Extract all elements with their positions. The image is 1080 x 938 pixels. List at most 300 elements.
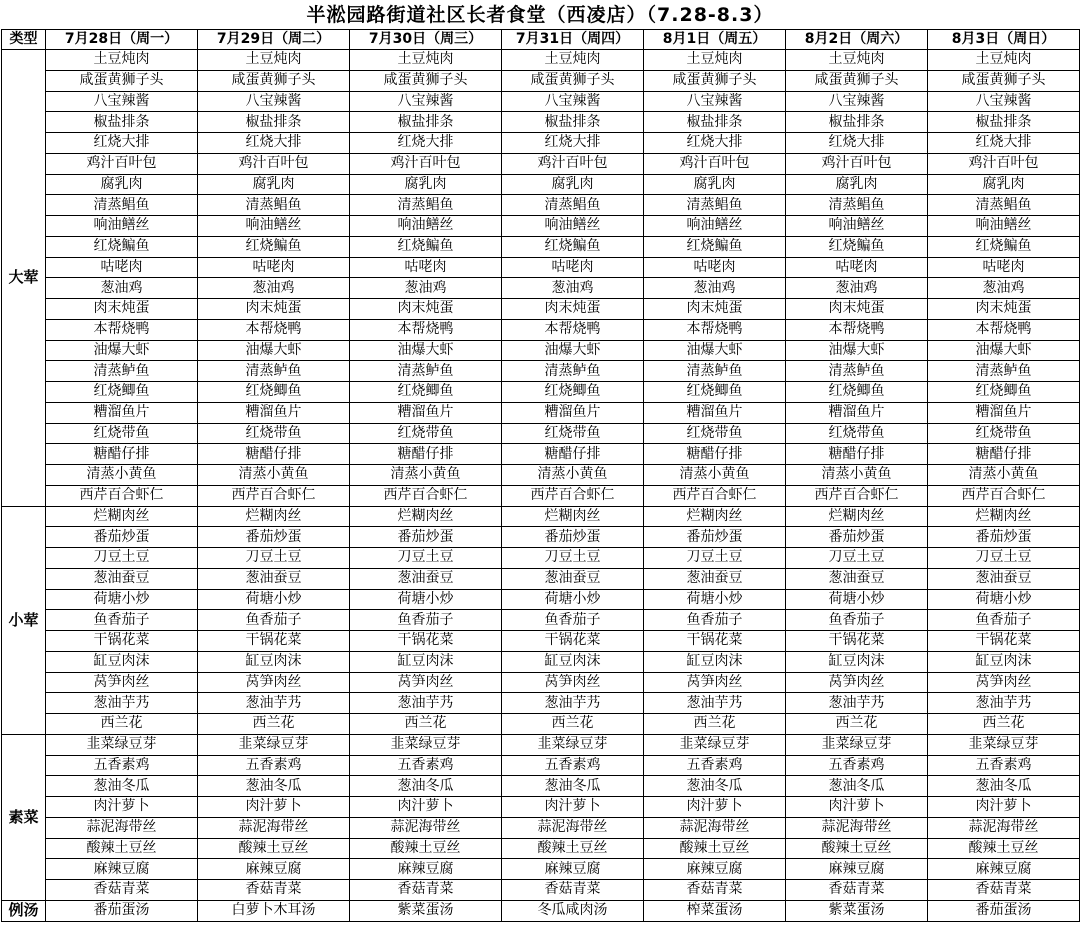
dish-cell: 西兰花 [928,714,1080,735]
table-row [2,91,1080,112]
dish-cell: 椒盐排条 [350,112,502,133]
dish-cell: 腐乳肉 [928,174,1080,195]
table-row [2,278,1080,299]
dish-cell: 刀豆土豆 [928,548,1080,569]
table-row [2,859,1080,880]
table-row [2,340,1080,361]
dish-cell: 红烧鲫鱼 [198,382,350,403]
dish-cell: 清蒸小黄鱼 [502,465,644,486]
dish-cell: 鱼香茄子 [46,610,198,631]
dish-cell: 红烧鲫鱼 [46,382,198,403]
dish-cell: 清蒸鲳鱼 [350,195,502,216]
dish-cell: 清蒸鲳鱼 [928,195,1080,216]
dish-cell: 干锅花菜 [644,631,786,652]
table-row [2,755,1080,776]
table-row [2,506,1080,527]
dish-cell: 清蒸鲈鱼 [502,361,644,382]
dish-cell: 麻辣豆腐 [928,859,1080,880]
dish-cell: 响油鳝丝 [350,216,502,237]
dish-cell: 葱油蚕豆 [644,568,786,589]
dish-cell: 番茄炒蛋 [786,527,928,548]
table-row [2,236,1080,257]
dish-cell: 鱼香茄子 [786,610,928,631]
dish-cell: 糟溜鱼片 [644,402,786,423]
dish-cell: 油爆大虾 [46,340,198,361]
dish-cell: 西芹百合虾仁 [350,485,502,506]
dish-cell: 缸豆肉沫 [502,651,644,672]
dish-cell: 蒜泥海带丝 [502,817,644,838]
dish-cell: 烂糊肉丝 [644,506,786,527]
dish-cell: 八宝辣酱 [46,91,198,112]
dish-cell: 烂糊肉丝 [502,506,644,527]
dish-cell: 烂糊肉丝 [46,506,198,527]
table-row [2,423,1080,444]
dish-cell: 糟溜鱼片 [786,402,928,423]
table-row [2,402,1080,423]
table-row [2,651,1080,672]
dish-cell: 葱油冬瓜 [502,776,644,797]
dish-cell: 清蒸鲈鱼 [46,361,198,382]
dish-cell: 清蒸小黄鱼 [198,465,350,486]
dish-cell: 香菇青菜 [198,880,350,901]
dish-cell: 荷塘小炒 [198,589,350,610]
day-header: 8月2日（周六） [786,30,928,50]
dish-cell: 刀豆土豆 [350,548,502,569]
dish-cell: 糖醋仔排 [198,444,350,465]
dish-cell: 五香素鸡 [644,755,786,776]
dish-cell: 红烧带鱼 [786,423,928,444]
dish-cell: 肉汁萝卜 [644,797,786,818]
dish-cell: 莴笋肉丝 [502,672,644,693]
type-header: 类型 [2,30,46,50]
dish-cell: 八宝辣酱 [502,91,644,112]
table-row [2,693,1080,714]
table-row [2,734,1080,755]
dish-cell: 莴笋肉丝 [928,672,1080,693]
table-row [2,382,1080,403]
category-cell: 大荤 [2,50,46,507]
dish-cell: 红烧带鱼 [198,423,350,444]
dish-cell: 干锅花菜 [198,631,350,652]
dish-cell: 本帮烧鸭 [198,319,350,340]
dish-cell: 鸡汁百叶包 [786,153,928,174]
table-row [2,817,1080,838]
dish-cell: 土豆炖肉 [786,50,928,71]
dish-cell: 干锅花菜 [502,631,644,652]
table-row [2,797,1080,818]
dish-cell: 椒盐排条 [502,112,644,133]
dish-cell: 香菇青菜 [502,880,644,901]
dish-cell: 鸡汁百叶包 [928,153,1080,174]
dish-cell: 肉汁萝卜 [786,797,928,818]
dish-cell: 响油鳝丝 [928,216,1080,237]
dish-cell: 西芹百合虾仁 [198,485,350,506]
dish-cell: 刀豆土豆 [46,548,198,569]
dish-cell: 椒盐排条 [928,112,1080,133]
dish-cell: 荷塘小炒 [502,589,644,610]
table-row [2,174,1080,195]
dish-cell: 烂糊肉丝 [786,506,928,527]
dish-cell: 咕咾肉 [350,257,502,278]
soup-cell: 榨菜蛋汤 [644,900,786,921]
dish-cell: 五香素鸡 [928,755,1080,776]
dish-cell: 葱油蚕豆 [786,568,928,589]
soup-row [2,900,1080,921]
dish-cell: 葱油鸡 [350,278,502,299]
dish-cell: 咸蛋黄狮子头 [46,70,198,91]
soup-cell: 白萝卜木耳汤 [198,900,350,921]
dish-cell: 麻辣豆腐 [46,859,198,880]
dish-cell: 葱油蚕豆 [502,568,644,589]
dish-cell: 葱油鸡 [198,278,350,299]
soup-cell: 番茄蛋汤 [46,900,198,921]
dish-cell: 响油鳝丝 [502,216,644,237]
dish-cell: 酸辣土豆丝 [644,838,786,859]
table-row [2,548,1080,569]
dish-cell: 酸辣土豆丝 [350,838,502,859]
dish-cell: 韭菜绿豆芽 [644,734,786,755]
dish-cell: 西兰花 [350,714,502,735]
dish-cell: 响油鳝丝 [46,216,198,237]
dish-cell: 酸辣土豆丝 [786,838,928,859]
dish-cell: 西兰花 [786,714,928,735]
dish-cell: 响油鳝丝 [198,216,350,237]
table-row [2,70,1080,91]
dish-cell: 清蒸鲳鱼 [644,195,786,216]
dish-cell: 肉汁萝卜 [350,797,502,818]
dish-cell: 糖醋仔排 [786,444,928,465]
dish-cell: 红烧大排 [350,133,502,154]
table-row [2,714,1080,735]
dish-cell: 西芹百合虾仁 [786,485,928,506]
dish-cell: 红烧鲫鱼 [502,382,644,403]
dish-cell: 烂糊肉丝 [350,506,502,527]
table-row [2,589,1080,610]
dish-cell: 红烧大排 [928,133,1080,154]
dish-cell: 本帮烧鸭 [350,319,502,340]
dish-cell: 蒜泥海带丝 [928,817,1080,838]
dish-cell: 土豆炖肉 [198,50,350,71]
dish-cell: 麻辣豆腐 [644,859,786,880]
dish-cell: 葱油鸡 [46,278,198,299]
table-row [2,838,1080,859]
dish-cell: 葱油冬瓜 [644,776,786,797]
dish-cell: 葱油冬瓜 [786,776,928,797]
dish-cell: 葱油芋艿 [928,693,1080,714]
table-row [2,880,1080,901]
dish-cell: 油爆大虾 [928,340,1080,361]
dish-cell: 肉末炖蛋 [46,299,198,320]
dish-cell: 肉末炖蛋 [198,299,350,320]
dish-cell: 干锅花菜 [786,631,928,652]
dish-cell: 红烧鲫鱼 [928,382,1080,403]
dish-cell: 八宝辣酱 [928,91,1080,112]
dish-cell: 葱油冬瓜 [46,776,198,797]
soup-cell: 紫菜蛋汤 [786,900,928,921]
dish-cell: 油爆大虾 [350,340,502,361]
dish-cell: 清蒸鲳鱼 [786,195,928,216]
dish-cell: 红烧鲫鱼 [786,382,928,403]
dish-cell: 刀豆土豆 [198,548,350,569]
dish-cell: 韭菜绿豆芽 [786,734,928,755]
dish-cell: 葱油冬瓜 [928,776,1080,797]
dish-cell: 干锅花菜 [928,631,1080,652]
dish-cell: 腐乳肉 [350,174,502,195]
menu-title: 半淞园路街道社区长者食堂（西凌店）（7.28-8.3） [306,4,774,26]
table-row [2,153,1080,174]
dish-cell: 红烧鲫鱼 [644,382,786,403]
dish-cell: 清蒸小黄鱼 [928,465,1080,486]
dish-cell: 咕咾肉 [644,257,786,278]
dish-cell: 八宝辣酱 [350,91,502,112]
dish-cell: 蒜泥海带丝 [198,817,350,838]
dish-cell: 番茄炒蛋 [350,527,502,548]
soup-cell: 番茄蛋汤 [928,900,1080,921]
dish-cell: 酸辣土豆丝 [198,838,350,859]
dish-cell: 油爆大虾 [198,340,350,361]
dish-cell: 红烧鳊鱼 [928,236,1080,257]
day-header: 7月31日（周四） [502,30,644,50]
dish-cell: 清蒸鲳鱼 [502,195,644,216]
dish-cell: 葱油芋艿 [350,693,502,714]
dish-cell: 香菇青菜 [46,880,198,901]
dish-cell: 本帮烧鸭 [786,319,928,340]
table-row [2,50,1080,71]
table-row [2,527,1080,548]
dish-cell: 番茄炒蛋 [46,527,198,548]
dish-cell: 缸豆肉沫 [350,651,502,672]
day-header: 7月30日（周三） [350,30,502,50]
dish-cell: 腐乳肉 [786,174,928,195]
dish-cell: 八宝辣酱 [198,91,350,112]
dish-cell: 葱油芋艿 [644,693,786,714]
day-header: 7月28日（周一） [46,30,198,50]
dish-cell: 荷塘小炒 [928,589,1080,610]
dish-cell: 清蒸鲈鱼 [644,361,786,382]
dish-cell: 蒜泥海带丝 [644,817,786,838]
table-row [2,112,1080,133]
dish-cell: 五香素鸡 [502,755,644,776]
dish-cell: 糖醋仔排 [644,444,786,465]
dish-cell: 红烧大排 [198,133,350,154]
dish-cell: 荷塘小炒 [350,589,502,610]
dish-cell: 土豆炖肉 [502,50,644,71]
dish-cell: 鱼香茄子 [350,610,502,631]
dish-cell: 五香素鸡 [46,755,198,776]
dish-cell: 土豆炖肉 [46,50,198,71]
dish-cell: 咕咾肉 [46,257,198,278]
dish-cell: 本帮烧鸭 [46,319,198,340]
dish-cell: 蒜泥海带丝 [46,817,198,838]
soup-cell: 紫菜蛋汤 [350,900,502,921]
dish-cell: 葱油鸡 [502,278,644,299]
dish-cell: 麻辣豆腐 [502,859,644,880]
dish-cell: 葱油芋艿 [502,693,644,714]
dish-cell: 清蒸鲈鱼 [928,361,1080,382]
dish-cell: 刀豆土豆 [502,548,644,569]
dish-cell: 西芹百合虾仁 [928,485,1080,506]
dish-cell: 肉汁萝卜 [502,797,644,818]
dish-cell: 清蒸小黄鱼 [350,465,502,486]
dish-cell: 缸豆肉沫 [786,651,928,672]
dish-cell: 土豆炖肉 [928,50,1080,71]
dish-cell: 麻辣豆腐 [786,859,928,880]
dish-cell: 红烧鳊鱼 [46,236,198,257]
dish-cell: 咸蛋黄狮子头 [928,70,1080,91]
dish-cell: 糖醋仔排 [46,444,198,465]
dish-cell: 咸蛋黄狮子头 [786,70,928,91]
dish-cell: 本帮烧鸭 [928,319,1080,340]
day-header: 7月29日（周二） [198,30,350,50]
dish-cell: 糟溜鱼片 [502,402,644,423]
dish-cell: 麻辣豆腐 [350,859,502,880]
dish-cell: 莴笋肉丝 [786,672,928,693]
dish-cell: 肉汁萝卜 [198,797,350,818]
dish-cell: 肉末炖蛋 [786,299,928,320]
dish-cell: 咸蛋黄狮子头 [350,70,502,91]
dish-cell: 缸豆肉沫 [198,651,350,672]
dish-cell: 番茄炒蛋 [502,527,644,548]
dish-cell: 油爆大虾 [502,340,644,361]
dish-cell: 烂糊肉丝 [928,506,1080,527]
dish-cell: 红烧大排 [644,133,786,154]
dish-cell: 五香素鸡 [198,755,350,776]
table-row [2,216,1080,237]
dish-cell: 西兰花 [644,714,786,735]
dish-cell: 椒盐排条 [198,112,350,133]
dish-cell: 红烧鲫鱼 [350,382,502,403]
dish-cell: 鸡汁百叶包 [644,153,786,174]
dish-cell: 酸辣土豆丝 [502,838,644,859]
dish-cell: 红烧带鱼 [644,423,786,444]
dish-cell: 清蒸鲈鱼 [786,361,928,382]
dish-cell: 椒盐排条 [786,112,928,133]
dish-cell: 糖醋仔排 [350,444,502,465]
weekly-menu-table [1,29,1080,922]
dish-cell: 五香素鸡 [350,755,502,776]
dish-cell: 蒜泥海带丝 [786,817,928,838]
dish-cell: 八宝辣酱 [644,91,786,112]
dish-cell: 咕咾肉 [786,257,928,278]
table-row [2,485,1080,506]
table-row [2,361,1080,382]
dish-cell: 西兰花 [502,714,644,735]
dish-cell: 清蒸小黄鱼 [786,465,928,486]
dish-cell: 葱油鸡 [786,278,928,299]
dish-cell: 清蒸小黄鱼 [46,465,198,486]
dish-cell: 葱油鸡 [644,278,786,299]
dish-cell: 椒盐排条 [46,112,198,133]
dish-cell: 鱼香茄子 [198,610,350,631]
header-row [2,30,1080,50]
dish-cell: 咕咾肉 [502,257,644,278]
dish-cell: 腐乳肉 [46,174,198,195]
dish-cell: 番茄炒蛋 [928,527,1080,548]
dish-cell: 响油鳝丝 [786,216,928,237]
dish-cell: 红烧鳊鱼 [644,236,786,257]
dish-cell: 土豆炖肉 [350,50,502,71]
dish-cell: 荷塘小炒 [46,589,198,610]
dish-cell: 酸辣土豆丝 [46,838,198,859]
dish-cell: 肉汁萝卜 [928,797,1080,818]
dish-cell: 香菇青菜 [786,880,928,901]
dish-cell: 清蒸小黄鱼 [644,465,786,486]
dish-cell: 鸡汁百叶包 [198,153,350,174]
table-row [2,776,1080,797]
dish-cell: 红烧带鱼 [502,423,644,444]
dish-cell: 红烧鳊鱼 [502,236,644,257]
dish-cell: 番茄炒蛋 [198,527,350,548]
dish-cell: 咸蛋黄狮子头 [502,70,644,91]
dish-cell: 红烧大排 [502,133,644,154]
dish-cell: 糟溜鱼片 [198,402,350,423]
dish-cell: 缸豆肉沫 [928,651,1080,672]
dish-cell: 葱油蚕豆 [198,568,350,589]
dish-cell: 鸡汁百叶包 [502,153,644,174]
table-row [2,610,1080,631]
table-row [2,631,1080,652]
dish-cell: 肉汁萝卜 [46,797,198,818]
dish-cell: 肉末炖蛋 [502,299,644,320]
dish-cell: 葱油冬瓜 [350,776,502,797]
menu-body [2,50,1080,922]
dish-cell: 肉末炖蛋 [928,299,1080,320]
dish-cell: 荷塘小炒 [644,589,786,610]
dish-cell: 韭菜绿豆芽 [350,734,502,755]
day-header: 8月3日（周日） [928,30,1080,50]
dish-cell: 肉末炖蛋 [350,299,502,320]
dish-cell: 咕咾肉 [928,257,1080,278]
dish-cell: 葱油蚕豆 [350,568,502,589]
dish-cell: 葱油芋艿 [46,693,198,714]
dish-cell: 本帮烧鸭 [644,319,786,340]
dish-cell: 咸蛋黄狮子头 [198,70,350,91]
dish-cell: 红烧带鱼 [350,423,502,444]
dish-cell: 番茄炒蛋 [644,527,786,548]
table-row [2,133,1080,154]
table-row [2,465,1080,486]
dish-cell: 鸡汁百叶包 [46,153,198,174]
dish-cell: 西芹百合虾仁 [644,485,786,506]
dish-cell: 莴笋肉丝 [46,672,198,693]
dish-cell: 椒盐排条 [644,112,786,133]
table-row [2,195,1080,216]
dish-cell: 八宝辣酱 [786,91,928,112]
dish-cell: 鱼香茄子 [928,610,1080,631]
dish-cell: 葱油芋艿 [198,693,350,714]
dish-cell: 葱油蚕豆 [46,568,198,589]
dish-cell: 缸豆肉沫 [46,651,198,672]
dish-cell: 腐乳肉 [644,174,786,195]
dish-cell: 葱油蚕豆 [928,568,1080,589]
dish-cell: 葱油鸡 [928,278,1080,299]
dish-cell: 清蒸鲈鱼 [198,361,350,382]
dish-cell: 油爆大虾 [644,340,786,361]
dish-cell: 酸辣土豆丝 [928,838,1080,859]
table-row [2,299,1080,320]
dish-cell: 糖醋仔排 [502,444,644,465]
dish-cell: 干锅花菜 [46,631,198,652]
dish-cell: 红烧带鱼 [46,423,198,444]
dish-cell: 香菇青菜 [644,880,786,901]
dish-cell: 麻辣豆腐 [198,859,350,880]
dish-cell: 葱油冬瓜 [198,776,350,797]
day-header: 8月1日（周五） [644,30,786,50]
dish-cell: 烂糊肉丝 [198,506,350,527]
dish-cell: 鱼香茄子 [502,610,644,631]
dish-cell: 咸蛋黄狮子头 [644,70,786,91]
dish-cell: 蒜泥海带丝 [350,817,502,838]
